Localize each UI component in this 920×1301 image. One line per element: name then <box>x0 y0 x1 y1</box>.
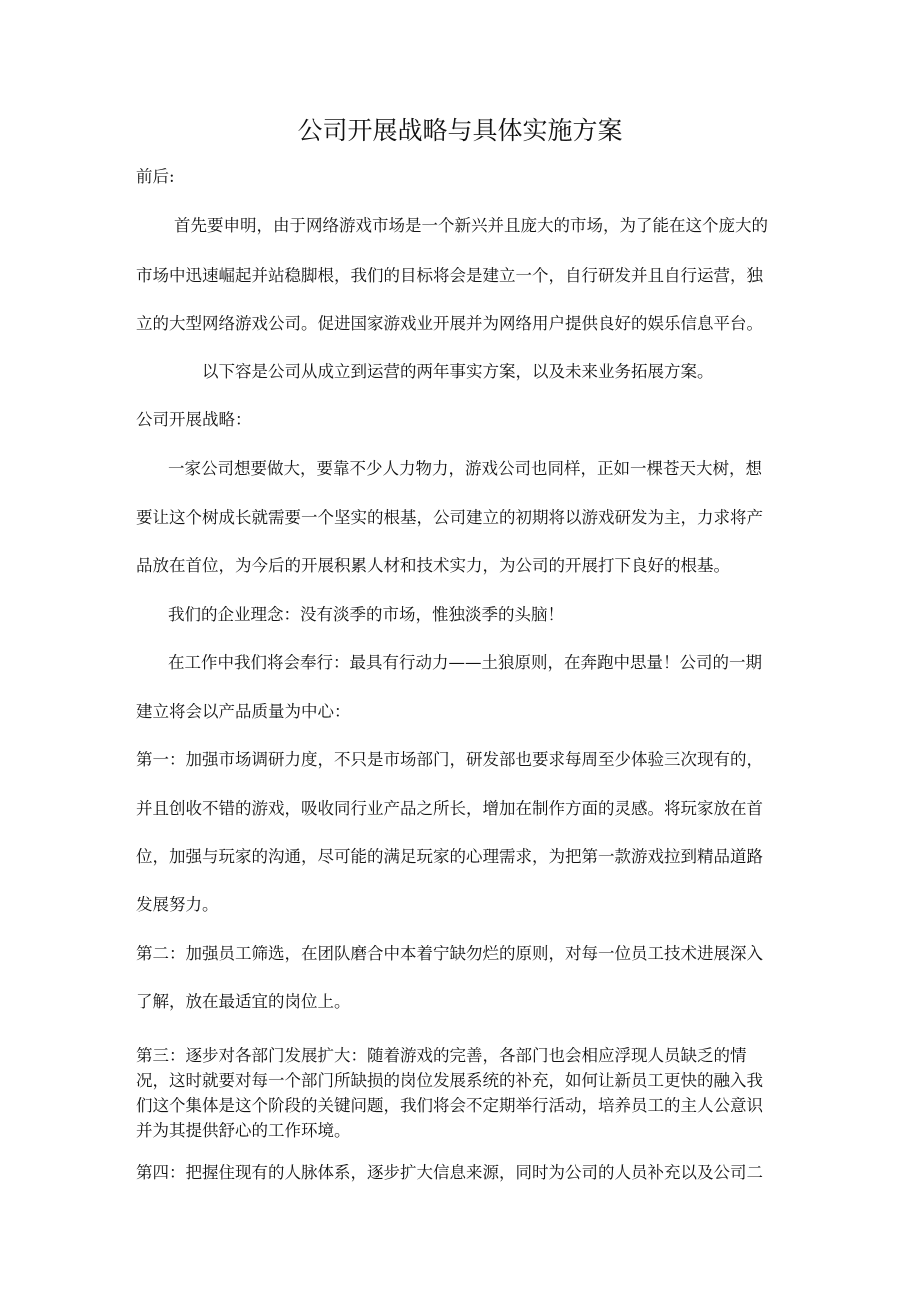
paragraph-line: 一家公司想要做大，要靠不少人力物力，游戏公司也同样，正如一棵苍天大树，想 <box>168 459 762 478</box>
list-item-line: 第一：加强市场调研力度，不只是市场部门，研发部也要求每周至少体验三次现有的， <box>136 750 763 769</box>
preface-heading: 前后: <box>136 167 175 186</box>
list-item-line: 第二：加强员工筛选，在团队磨合中本着宁缺勿烂的原则，对每一位员工技术进展深入 <box>136 944 763 963</box>
list-item-line: 发展努力。 <box>136 895 219 914</box>
section-heading: 公司开展战略： <box>136 410 252 429</box>
paragraph-line: 首先要申明，由于网络游戏市场是一个新兴并且庞大的市场，为了能在这个庞大的 <box>174 216 768 235</box>
list-item-line: 了解，放在最适宜的岗位上。 <box>136 992 351 1011</box>
list-item-line: 况，这时就要对每一个部门所缺损的岗位发展系统的补充，如何让新员工更快的融入我 <box>136 1071 763 1090</box>
list-item-line: 第四：把握住现有的人脉体系，逐步扩大信息来源，同时为公司的人员补充以及公司二 <box>136 1163 763 1182</box>
paragraph-line: 建立将会以产品质量为中心： <box>136 702 351 721</box>
paragraph-line: 以下容是公司从成立到运营的两年事实方案，以及未来业务拓展方案。 <box>202 362 714 381</box>
list-item-line: 们这个集体是这个阶段的关键问题，我们将会不定期举行活动，培养员工的主人公意识 <box>136 1096 763 1115</box>
document-title: 公司开展战略与具体实施方案 <box>297 116 623 145</box>
list-item-line: 位，加强与玩家的沟通，尽可能的满足玩家的心理需求，为把第一款游戏拉到精品道路 <box>136 847 763 866</box>
paragraph-line: 立的大型网络游戏公司。促进国家游戏业开展并为网络用户提供良好的娱乐信息平台。 <box>136 314 763 333</box>
list-item-line: 并为其提供舒心的工作环境。 <box>136 1121 351 1140</box>
paragraph-line: 我们的企业理念：没有淡季的市场，惟独淡季的头脑！ <box>168 605 564 624</box>
paragraph-line: 要让这个树成长就需要一个坚实的根基，公司建立的初期将以游戏研发为主，力求将产 <box>136 508 763 527</box>
list-item-line: 并且创收不错的游戏，吸收同行业产品之所长，增加在制作方面的灵感。将玩家放在首 <box>136 799 763 818</box>
list-item-line: 第三：逐步对各部门发展扩大：随着游戏的完善，各部门也会相应浮现人员缺乏的情 <box>136 1046 747 1065</box>
paragraph-line: 在工作中我们将会奉行：最具有行动力——土狼原则，在奔跑中思量！公司的一期 <box>168 653 762 672</box>
paragraph-line: 市场中迅速崛起并站稳脚根，我们的目标将会是建立一个，自行研发并且自行运营，独 <box>136 266 763 285</box>
paragraph-line: 品放在首位，为今后的开展积累人材和技术实力，为公司的开展打下良好的根基。 <box>136 556 730 575</box>
